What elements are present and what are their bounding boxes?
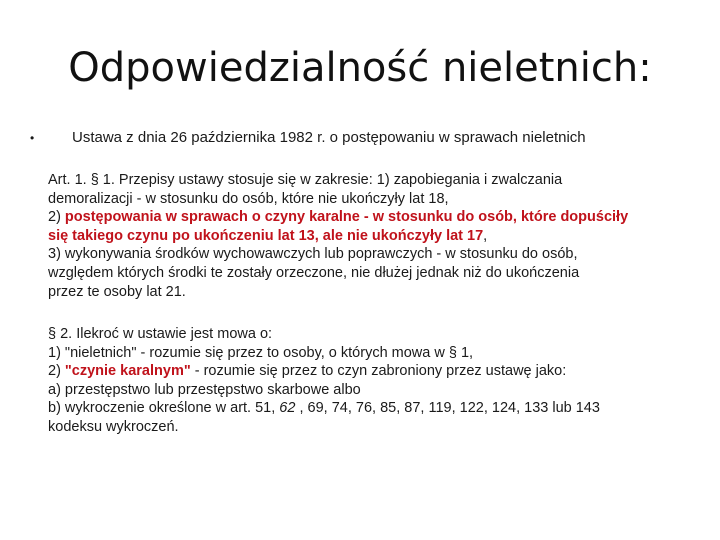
article-1-paragraph: [48, 171, 708, 301]
art1-line-4-suffix: ,: [483, 227, 488, 244]
par2-line-3-suffix: - rozumie się przez to czyn zabroniony przez ustawę jako:: [190, 363, 567, 380]
par2-line-2: 1) "nieletnich" - rozumie się przez to osoby, o których mowa w § 1,: [48, 344, 474, 361]
art1-line-1: Art. 1. § 1. Przepisy ustawy stosuje się w zakresie: 1) zapobiegania i zwalczania: [48, 172, 563, 188]
par2-highlight: "czynie karalnym": [64, 363, 191, 380]
art1-line-4: [48, 227, 708, 246]
art1-line-2: demoralizacji - w stosunku do osób, które nie ukończyły lat 18,: [48, 190, 449, 207]
par2-line-3: [48, 362, 708, 381]
par2-line-3-prefix: 2): [48, 363, 65, 380]
par2-line-5: [48, 399, 708, 418]
art1-highlight-1: postępowania w sprawach o czyny karalne - w stosunku do osób, które dopuściły: [64, 209, 629, 226]
art1-line-3-prefix: 2): [48, 209, 65, 226]
bullet-icon: •: [30, 131, 35, 145]
par2-line-4: a) przestępstwo lub przestępstwo skarbowe albo: [48, 381, 361, 398]
slide-title: Odpowiedzialność nieletnich:: [68, 45, 652, 91]
art1-line-6: względem których środki te zostały orzeczone, nie dłużej jednak niż do ukończenia: [48, 264, 580, 281]
art1-highlight-2: się takiego czynu po ukończeniu lat 13, ale nie ukończyły lat 17: [48, 227, 484, 244]
par2-line-1: § 2. Ilekroć w ustawie jest mowa o:: [48, 326, 273, 342]
art1-line-5: 3) wykonywania środków wychowawczych lub poprawczych - w stosunku do osób,: [48, 246, 578, 263]
section-2-paragraph: [48, 325, 708, 437]
par2-line-5-b: , 69, 74, 76, 85, 87, 119, 122, 124, 133 lub 143: [295, 400, 600, 417]
par2-line-6: kodeksu wykroczeń.: [48, 418, 179, 435]
art1-line-3: [48, 208, 708, 227]
art1-line-7: przez te osoby lat 21.: [48, 283, 186, 300]
par2-line-5-italic: 62: [279, 400, 296, 417]
bullet-text: Ustawa z dnia 26 października 1982 r. o postępowaniu w sprawach nieletnich: [72, 129, 586, 146]
par2-line-5-a: b) wykroczenie określone w art. 51,: [48, 400, 280, 417]
